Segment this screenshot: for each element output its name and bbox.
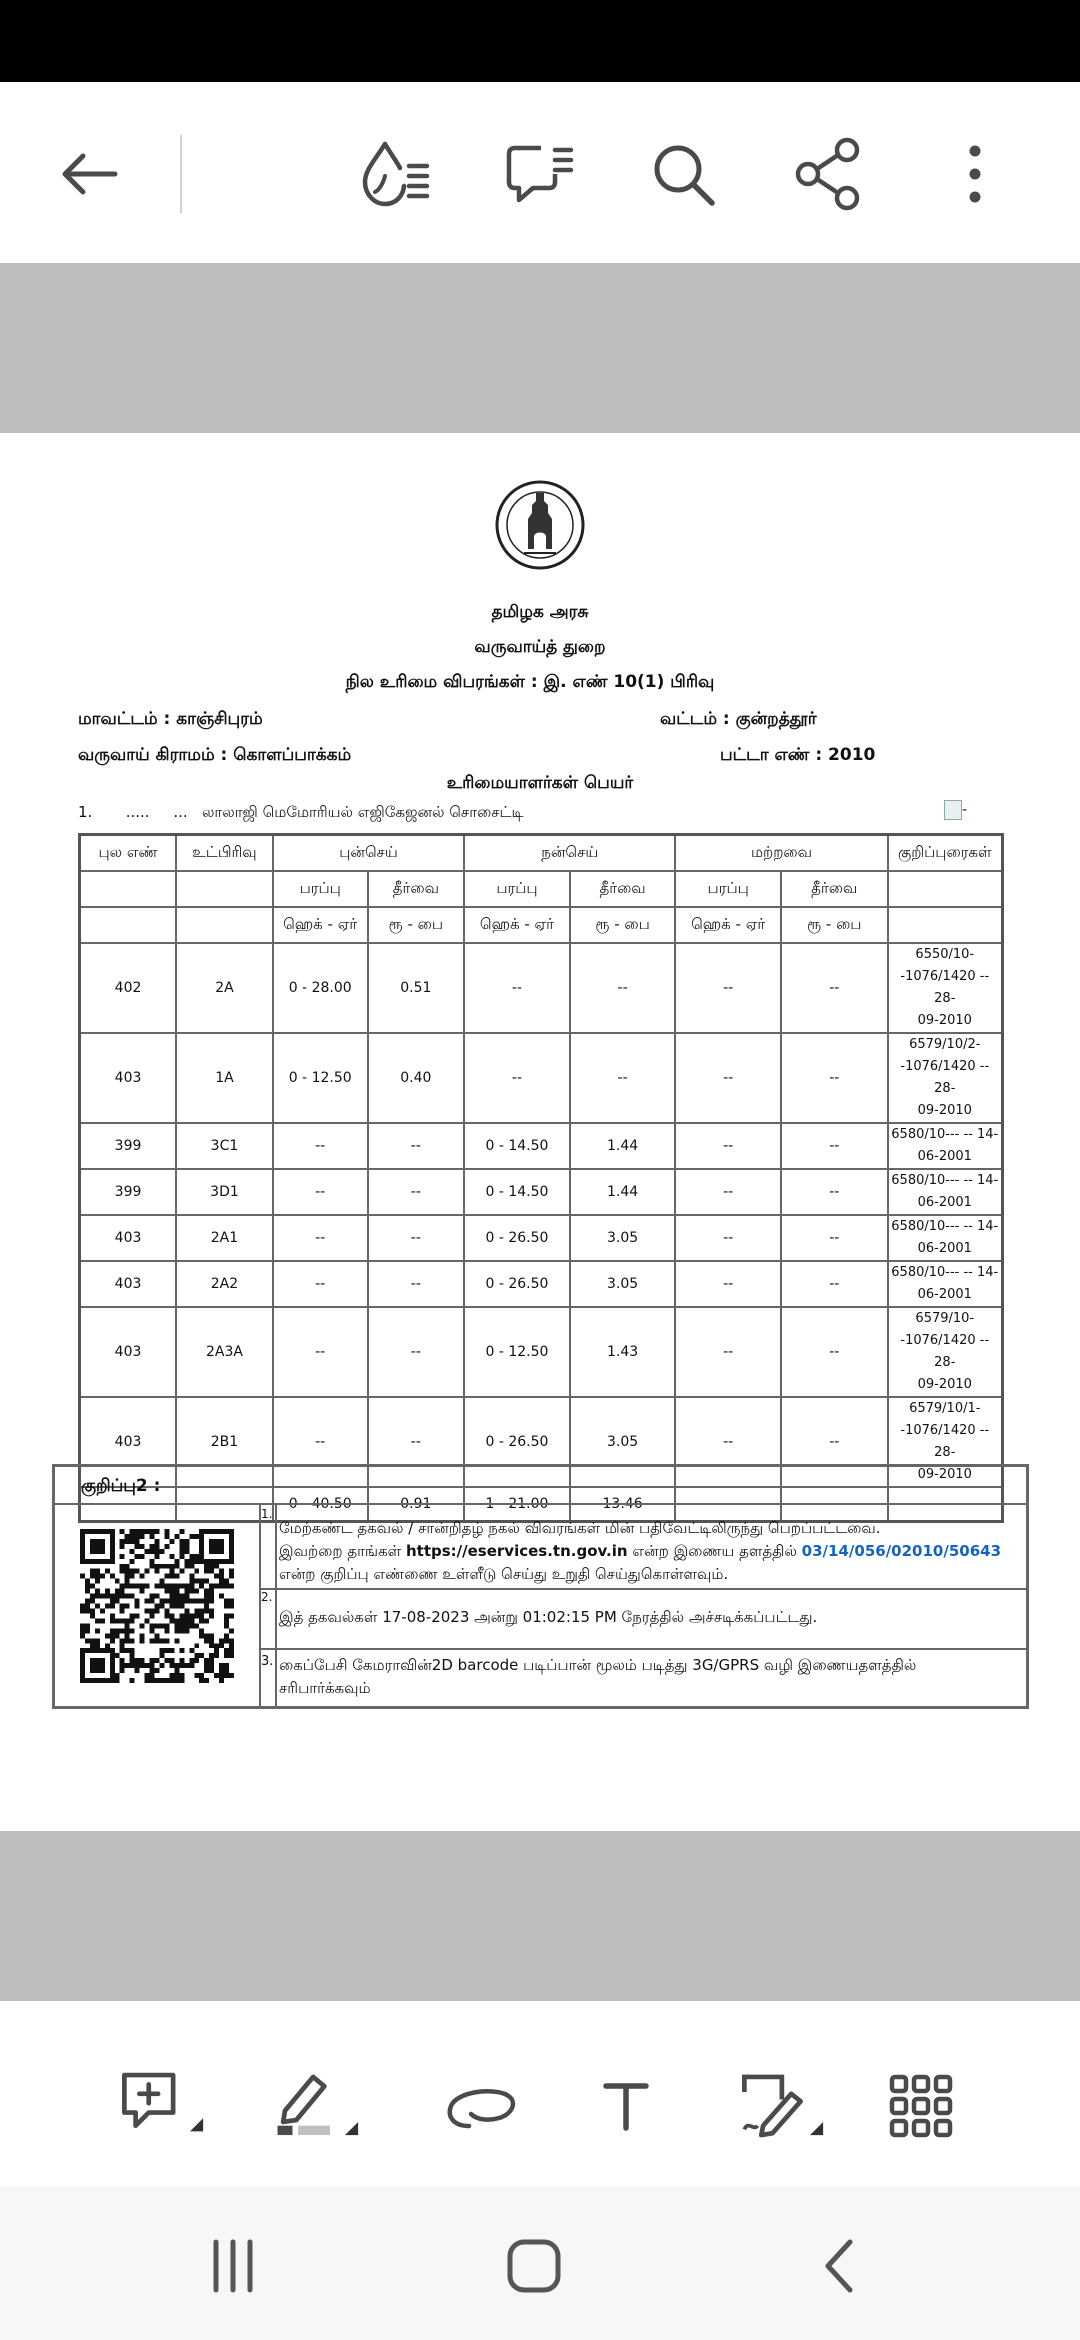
total-nansei-area: 1 - 21.00 (464, 1487, 570, 1521)
table-cell: -- (368, 1169, 465, 1215)
table-cell: 399 (80, 1123, 177, 1169)
notes-section (52, 1464, 1029, 1709)
table-cell: -- (781, 1215, 888, 1261)
table-row (80, 1215, 1003, 1261)
table-cell: 403 (80, 1307, 177, 1397)
land-records-table (78, 833, 1004, 1523)
unit-hectare: ஹெக் - ஏர் (273, 907, 368, 943)
table-cell: -- (675, 1169, 781, 1215)
comment-list-icon[interactable] (497, 132, 581, 216)
table-cell: 403 (80, 1397, 177, 1487)
owners-heading: உரிமையாளர்கள் பெயர் (446, 773, 634, 793)
col-nansei: நன்செய் (464, 835, 675, 872)
note-1-text (279, 1517, 1019, 1586)
broken-image-icon (944, 800, 962, 820)
table-cell: 0 - 12.50 (273, 1033, 368, 1123)
note-1-line-b (279, 1540, 1019, 1563)
status-bar (0, 0, 1080, 82)
table-cell: -- (273, 1123, 368, 1169)
table-cell: 1.44 (570, 1123, 676, 1169)
table-row (80, 1169, 1003, 1215)
total-punsei-tax: 0.91 (368, 1487, 465, 1521)
document-title: நில உரிமை விபரங்கள் : இ. எண் 10(1) பிரிவு (345, 672, 715, 692)
total-punsei-area: 0 - 40.50 (273, 1487, 368, 1521)
table-cell: 1A (176, 1033, 273, 1123)
table-cell: -- (675, 1397, 781, 1487)
table-row (80, 1307, 1003, 1397)
govt-name: தமிழக அரசு (491, 602, 589, 622)
table-cell: 403 (80, 1261, 177, 1307)
table-cell: -- (675, 1215, 781, 1261)
table-cell: 1.43 (570, 1307, 676, 1397)
col-subdivision: உட்பிரிவு (176, 835, 273, 872)
qr-code (80, 1529, 234, 1683)
department-name: வருவாய்த் துறை (474, 637, 606, 657)
table-cell: -- (464, 943, 570, 1033)
note-2 (261, 1588, 1026, 1650)
broken-image (944, 800, 967, 820)
top-gray-margin (0, 263, 1080, 433)
note-3-number: 3. (261, 1654, 274, 1669)
home-icon[interactable] (489, 2226, 579, 2306)
sub-area: பரப்பு (273, 871, 368, 907)
revenue-village: வருவாய் கிராமம் : கொளப்பாக்கம் (78, 745, 352, 765)
table-cell: 0.40 (368, 1033, 465, 1123)
recent-apps-icon[interactable] (188, 2226, 278, 2306)
table-cell: -- (675, 1307, 781, 1397)
remark-cell: 6580/10--- -- 14- 06-2001 (888, 1261, 1003, 1307)
unit-hectare: ஹெக் - ஏர் (464, 907, 570, 943)
taluk: வட்டம் : குன்றத்தூர் (660, 709, 817, 729)
table-cell: -- (570, 1033, 676, 1123)
remark-cell: 6580/10--- -- 14- 06-2001 (888, 1215, 1003, 1261)
remark-cell: 6579/10/1- -1076/1420 -- 28- 09-2010 (888, 1397, 1003, 1487)
table-cell: 3.05 (570, 1261, 676, 1307)
table-cell: -- (675, 1033, 781, 1123)
toolbar-divider (180, 135, 182, 213)
table-cell: 0 - 12.50 (464, 1307, 570, 1397)
reading-mode-icon[interactable] (353, 132, 437, 216)
back-nav-icon[interactable] (793, 2226, 883, 2306)
table-unit-row (80, 907, 1003, 943)
back-arrow-icon[interactable] (47, 132, 131, 216)
table-cell: -- (368, 1397, 465, 1487)
owner-name: 1. ..... ... லாலாஜி மெமோரியல் எஜிகேஜனல் சொசைட்டி (78, 803, 524, 821)
unit-rupee: ரூ - பை (570, 907, 676, 943)
table-cell: -- (273, 1307, 368, 1397)
note-2-text: இத் தகவல்கள் 17-08-2023 அன்று 01:02:15 PM நேரத்தில் அச்சடிக்கப்பட்டது. (279, 1608, 818, 1626)
broken-image-alt: - (962, 802, 968, 818)
table-cell: -- (273, 1215, 368, 1261)
table-cell: 0.51 (368, 943, 465, 1033)
sub-area: பரப்பு (675, 871, 781, 907)
remark-cell: 6580/10--- -- 14- 06-2001 (888, 1169, 1003, 1215)
more-options-icon[interactable] (933, 132, 1017, 216)
total-nansei-tax: 13.46 (570, 1487, 676, 1521)
highlighter-pen-icon[interactable] (270, 2061, 360, 2151)
share-icon[interactable] (786, 132, 870, 216)
table-cell: -- (781, 1123, 888, 1169)
table-cell: -- (675, 943, 781, 1033)
col-others: மற்றவை (675, 835, 887, 872)
unit-hectare: ஹெக் - ஏர் (675, 907, 781, 943)
reference-code-link[interactable]: 03/14/056/02010/50643 (801, 1542, 1002, 1560)
unit-rupee: ரூ - பை (368, 907, 465, 943)
annotation-toolbar (0, 2006, 1080, 2186)
document-page (0, 433, 1080, 1831)
table-header-row (80, 835, 1003, 872)
table-cell: 399 (80, 1169, 177, 1215)
note-2-number: 2. (261, 1590, 273, 1604)
table-cell: 1.44 (570, 1169, 676, 1215)
text-tool-icon[interactable] (581, 2061, 671, 2151)
remark-cell: 6550/10- -1076/1420 -- 28- 09-2010 (888, 943, 1003, 1033)
table-cell: 2A3A (176, 1307, 273, 1397)
table-cell: -- (368, 1261, 465, 1307)
table-row (80, 943, 1003, 1033)
search-icon[interactable] (641, 132, 725, 216)
table-row (80, 1033, 1003, 1123)
eservices-url[interactable]: https://eservices.tn.gov.in (405, 1542, 628, 1560)
table-cell: 2A1 (176, 1215, 273, 1261)
table-cell: -- (781, 1169, 888, 1215)
more-tools-grid-icon[interactable] (876, 2061, 966, 2151)
table-cell: 2B1 (176, 1397, 273, 1487)
table-cell: -- (273, 1169, 368, 1215)
table-cell: -- (273, 1397, 368, 1487)
table-cell: -- (781, 1261, 888, 1307)
remark-cell: 6579/10- -1076/1420 -- 28- 09-2010 (888, 1307, 1003, 1397)
note-1-prefix: இவற்றை தாங்கள் (279, 1542, 406, 1560)
table-cell: -- (781, 1397, 888, 1487)
remark-cell: 6580/10--- -- 14- 06-2001 (888, 1123, 1003, 1169)
table-cell: 3.05 (570, 1397, 676, 1487)
sub-area: பரப்பு (464, 871, 570, 907)
table-cell: -- (781, 1033, 888, 1123)
table-cell: -- (781, 943, 888, 1033)
table-cell: -- (781, 1307, 888, 1397)
note-1-number: 1. (261, 1507, 273, 1521)
table-cell: 0 - 26.50 (464, 1215, 570, 1261)
note-1-line-c: என்ற குறிப்பு எண்ணை உள்ளீடு செய்து உறுதி செய்துகொள்ளவும். (279, 1565, 729, 1583)
table-cell: -- (675, 1261, 781, 1307)
table-cell: -- (368, 1123, 465, 1169)
table-cell: 3.05 (570, 1215, 676, 1261)
top-toolbar (0, 82, 1080, 262)
notes-heading: குறிப்பு2 : (55, 1467, 1026, 1505)
sub-tax: தீர்வை (781, 871, 888, 907)
note-3 (261, 1648, 1026, 1706)
col-survey-no: புல எண் (80, 835, 177, 872)
table-cell: 403 (80, 1215, 177, 1261)
table-cell: 402 (80, 943, 177, 1033)
table-cell: 0 - 14.50 (464, 1123, 570, 1169)
note-1-line-a: மேற்கண்ட தகவல் / சான்றிதழ் நகல் விவரங்கள் மின் பதிவேட்டிலிருந்து பெறப்பட்டவை. (279, 1519, 881, 1537)
table-cell: -- (570, 943, 676, 1033)
unit-rupee: ரூ - பை (781, 907, 888, 943)
col-remarks: குறிப்புரைகள் (888, 835, 1003, 872)
remark-cell: 6579/10/2- -1076/1420 -- 28- 09-2010 (888, 1033, 1003, 1123)
table-cell: -- (368, 1215, 465, 1261)
table-cell: 3D1 (176, 1169, 273, 1215)
table-cell: 0 - 26.50 (464, 1397, 570, 1487)
table-cell: -- (464, 1033, 570, 1123)
table-subheader-row (80, 871, 1003, 907)
district: மாவட்டம் : காஞ்சிபுரம் (78, 709, 263, 729)
table-cell: 0 - 26.50 (464, 1261, 570, 1307)
table-cell: -- (675, 1123, 781, 1169)
sub-tax: தீர்வை (570, 871, 676, 907)
qr-cell (55, 1505, 261, 1706)
table-cell: 3C1 (176, 1123, 273, 1169)
system-nav-bar (0, 2186, 1080, 2340)
table-cell: 2A (176, 943, 273, 1033)
table-row (80, 1123, 1003, 1169)
note-3-text: கைப்பேசி கேமராவின்2D barcode படிப்பான் மூலம் படித்து 3G/GPRS வழி இணையதளத்தில் சரிபார்க்கவும் (279, 1656, 917, 1697)
table-cell: 0 - 14.50 (464, 1169, 570, 1215)
tamil-nadu-emblem (494, 479, 586, 571)
table-cell: -- (273, 1261, 368, 1307)
add-comment-icon[interactable] (115, 2061, 205, 2151)
note-1-mid: என்ற இணைய தளத்தில் (627, 1542, 802, 1560)
bottom-gray-margin (0, 1831, 1080, 2001)
table-cell: 403 (80, 1033, 177, 1123)
signature-icon[interactable] (735, 2061, 825, 2151)
table-cell: 2A2 (176, 1261, 273, 1307)
patta-number: பட்டா எண் : 2010 (720, 745, 876, 765)
table-cell: -- (368, 1307, 465, 1397)
lasso-select-icon[interactable] (436, 2061, 526, 2151)
col-punsei: புன்செய் (273, 835, 464, 872)
sub-tax: தீர்வை (368, 871, 465, 907)
table-row (80, 1261, 1003, 1307)
note-1 (261, 1505, 1026, 1590)
table-cell: 0 - 28.00 (273, 943, 368, 1033)
